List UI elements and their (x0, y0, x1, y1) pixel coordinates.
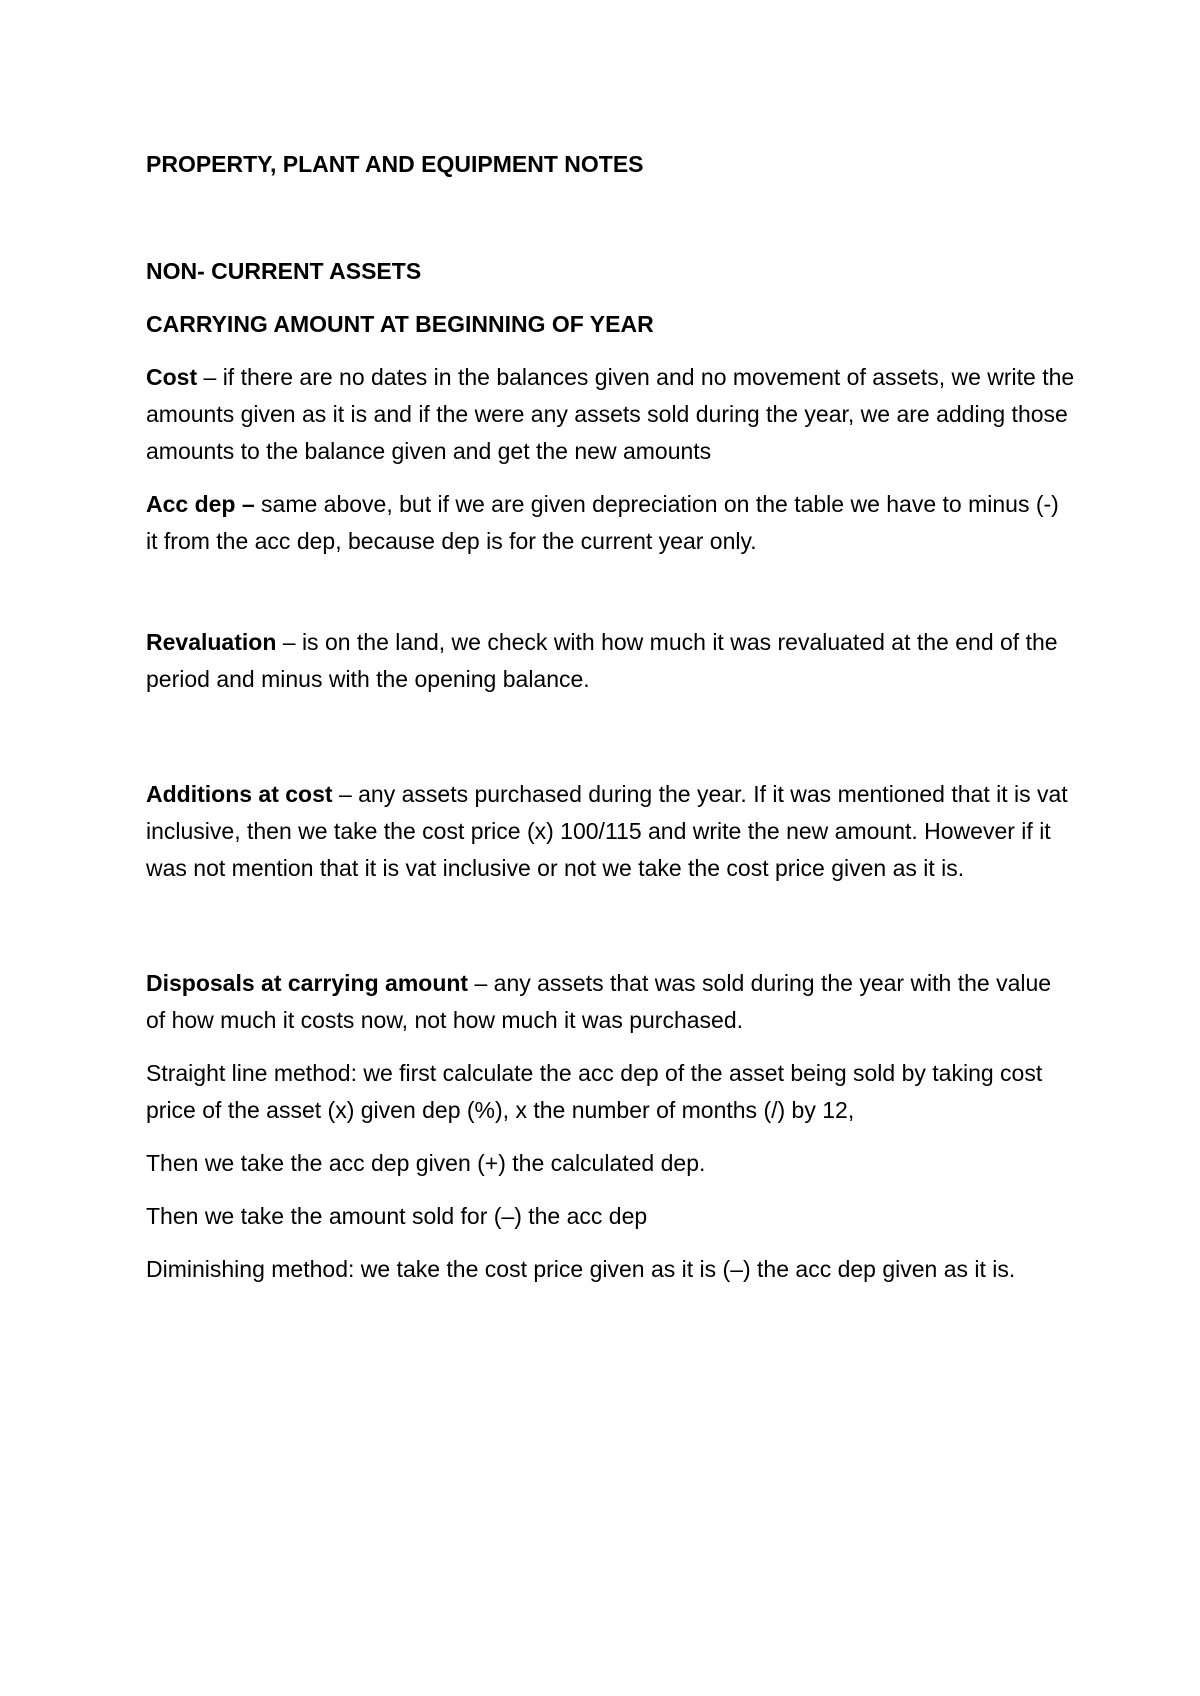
subsection-heading: CARRYING AMOUNT AT BEGINNING OF YEAR (146, 311, 654, 337)
paragraph-cost (146, 359, 1076, 470)
paragraph-acc-dep (146, 486, 1076, 560)
term-additions: Additions at cost (146, 781, 333, 807)
line-add-calculated-dep: Then we take the acc dep given (+) the calculated dep. (146, 1150, 706, 1176)
document-page (146, 146, 1076, 1304)
text-acc-dep: same above, but if we are given depreciation on the table we have to minus (-) it from the acc dep, because dep is for the current year only. (146, 491, 1059, 554)
line-diminishing-method: Diminishing method: we take the cost price given as it is (–) the acc dep given as it is. (146, 1256, 1016, 1282)
term-cost: Cost (146, 364, 198, 390)
document-title: PROPERTY, PLANT AND EQUIPMENT NOTES (146, 151, 644, 177)
line-amount-sold-minus-acc-dep: Then we take the amount sold for (–) the acc dep (146, 1203, 648, 1229)
section-heading: NON- CURRENT ASSETS (146, 258, 422, 284)
term-revaluation: Revaluation (146, 629, 277, 655)
text-disposals: – any assets that was sold during the year with the value of how much it costs now, not how much it was purchased. (146, 970, 1052, 1033)
text-revaluation: – is on the land, we check with how much it was revaluated at the end of the period and minus with the opening balance. (146, 629, 1058, 692)
line-straight-line-method: Straight line method: we first calculate the acc dep of the asset being sold by taking cost price of the asset (x) given dep (%), x the number of months (/) by 12, (146, 1060, 1043, 1123)
text-additions: – any assets purchased during the year. If it was mentioned that it is vat inclusive, then we take the cost price (x) 100/115 and write the new amount. However if it was not mention that it is vat inclusive or not we take the cost price given as it is. (146, 781, 1068, 881)
paragraph-disposals (146, 965, 1076, 1039)
paragraph-additions (146, 776, 1076, 887)
text-cost: – if there are no dates in the balances given and no movement of assets, we write the amounts given as it is and if the were any assets sold during the year, we are adding those amounts to the balance given and get the new amounts (146, 364, 1075, 464)
term-acc-dep: Acc dep – (146, 491, 255, 517)
paragraph-revaluation (146, 624, 1076, 698)
term-disposals: Disposals at carrying amount (146, 970, 469, 996)
